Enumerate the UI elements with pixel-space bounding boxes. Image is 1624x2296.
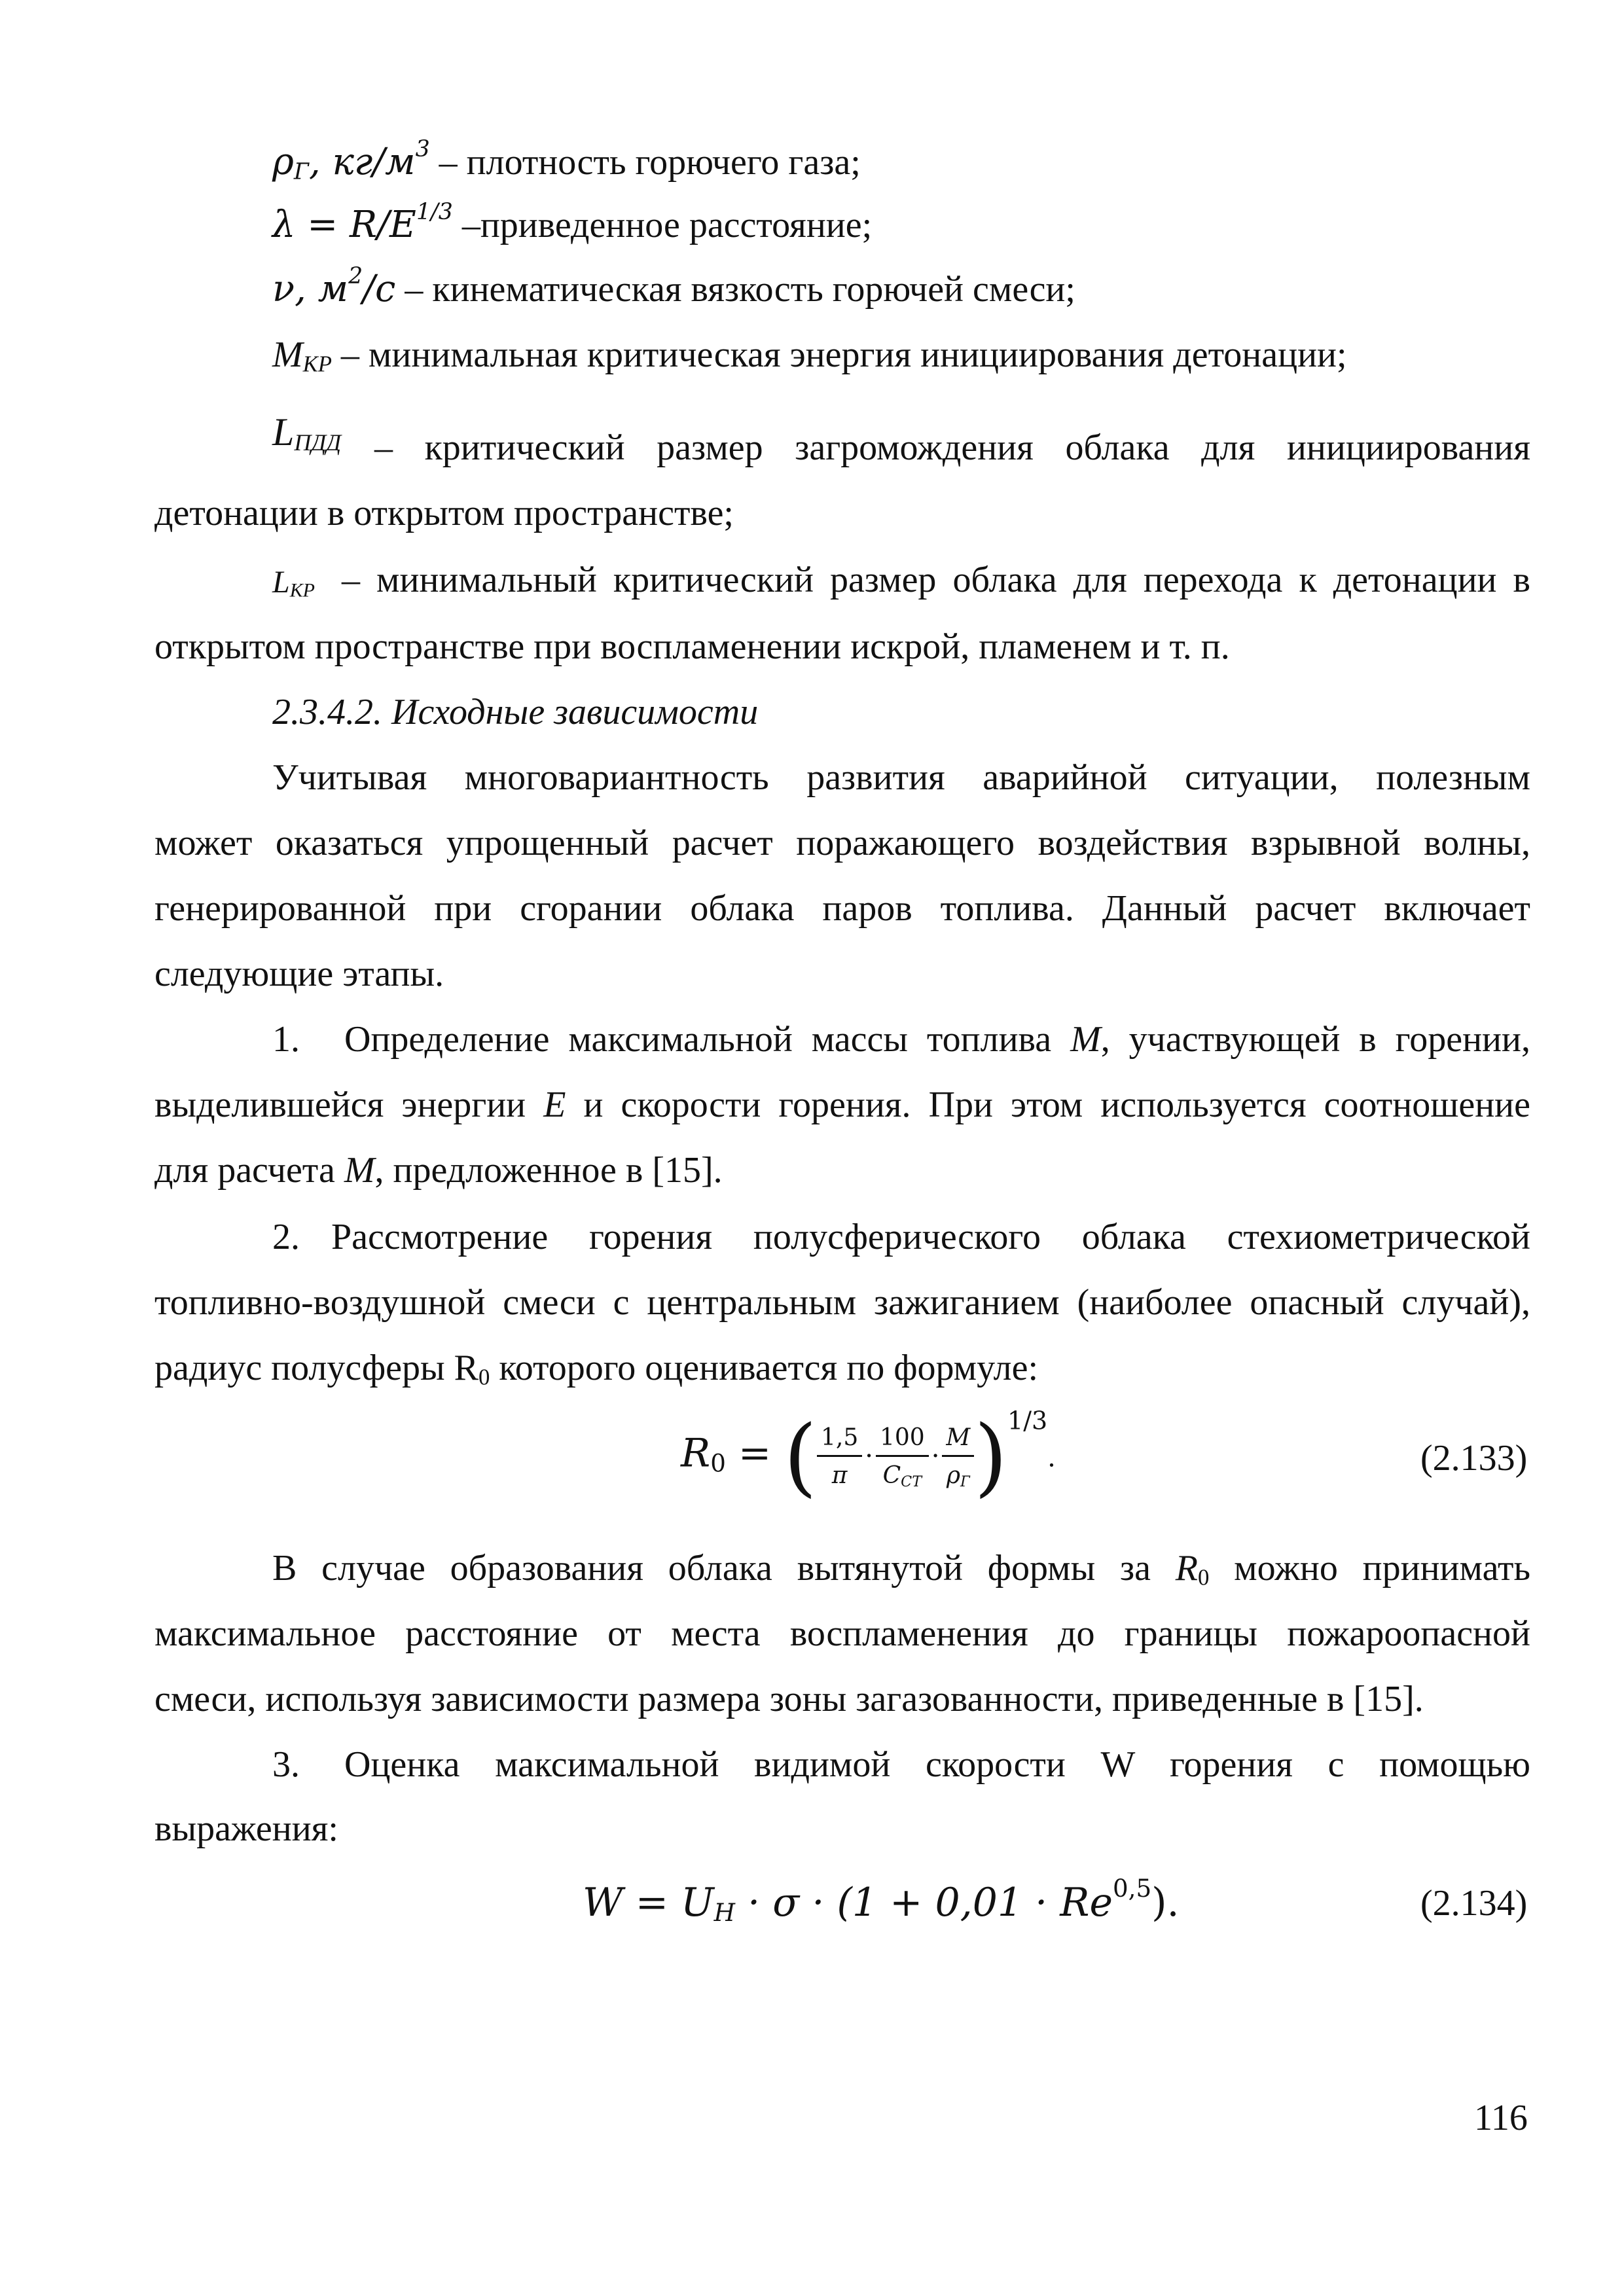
formula133-f2-den: C [882, 1462, 901, 1489]
formula133-power: 1/3 [1007, 1406, 1048, 1435]
formula134-lhs-sub: H [713, 1898, 736, 1928]
item1-line1-m: M [1070, 1019, 1101, 1060]
rho-unit-sup: 3 [415, 135, 430, 162]
lambda-text: –приведенное расстояние; [452, 205, 873, 245]
lambda-sup: 1/3 [416, 198, 453, 225]
lpdd-text-line2: детонации в открытом пространстве; [154, 493, 734, 533]
formula134-lhs: W = U [583, 1880, 714, 1926]
paragraph1-line3: генерированной при сгорании облака паров топлива. Данный расчет включает [154, 888, 1530, 929]
item2-line3-a: радиус полусферы R [154, 1348, 479, 1388]
item1-line2-b: и скорости горения. При этом используется соотношение [566, 1085, 1530, 1125]
paragraph2-line1-sub: 0 [1198, 1564, 1210, 1590]
lkr-text-line2: открытом пространстве при воспламенении искрой, пламенем и т. п. [154, 626, 1230, 667]
lpdd-symbol-block [272, 410, 342, 456]
lpdd-text-line1: – критический размер загромождения облака для инициирования [374, 427, 1530, 468]
formula-2-133 [681, 1406, 1056, 1506]
item1-line1-b: , участвующей в горении, [1100, 1019, 1530, 1060]
lkr-symbol-block [272, 565, 315, 601]
formula133-lhs-sub: 0 [710, 1448, 726, 1478]
item1-line3-m: M [344, 1150, 375, 1191]
formula133-fraction-3 [942, 1423, 974, 1490]
rho-unit: , кг/м [308, 141, 416, 183]
paragraph1-line2: может оказаться упрощенный расчет поражающего воздействия взрывной волны, [154, 823, 1530, 863]
lkr-text-line1: – минимальный критический размер облака для перехода к детонации в [342, 560, 1530, 600]
item1-line3 [154, 1152, 723, 1189]
paragraph2-line1-r: R [1175, 1548, 1198, 1588]
rho-symbol: ρ [272, 141, 294, 183]
nu-text: – кинематическая вязкость горючей смеси; [395, 269, 1075, 310]
formula133-f3-den: ρ [946, 1462, 961, 1489]
formula133-f1-den: π [831, 1462, 848, 1489]
formula133-f2-den-sub: CT [901, 1473, 922, 1490]
mkr-sub: КР [302, 351, 332, 377]
formula133-f3-den-sub: Г [960, 1473, 970, 1490]
item1-line3-b: , предложенное в [15]. [374, 1150, 723, 1191]
formula133-dot-2: · [931, 1441, 940, 1471]
item1-line1-a: Определение максимальной массы топлива [344, 1019, 1071, 1060]
paragraph2-line3: смеси, используя зависимости размера зоны загазованности, приведенные в [15]. [154, 1679, 1424, 1719]
formula-2-134 [583, 1873, 1180, 1928]
formula133-tail: . [1047, 1443, 1056, 1473]
item1-line2-a: выделившейся энергии [154, 1085, 544, 1125]
formula133-eq: = [725, 1430, 784, 1477]
formula133-fraction-2 [876, 1423, 929, 1490]
item1-line1 [344, 1021, 1530, 1058]
nu-sup: 2 [348, 262, 363, 289]
section-heading: 2.3.4.2. Исходные зависимости [272, 692, 759, 732]
item2-line2: топливно-воздушной смеси с центральным зажиганием (наиболее опасный случай), [154, 1282, 1530, 1323]
lkr-symbol: L [272, 565, 290, 600]
rho-text: – плотность горючего газа; [429, 142, 861, 183]
lkr-sub: КР [289, 579, 315, 601]
formula133-f3-num: M [942, 1423, 974, 1457]
nu-symbol: ν, м [272, 268, 349, 310]
formula133-lhs: R [681, 1430, 711, 1477]
paragraph2-line1 [272, 1548, 1530, 1590]
paragraph2-line1-a: В случае образования облака вытянутой формы за [272, 1548, 1176, 1588]
lambda-lhs: λ = R/E [272, 204, 416, 246]
item3-number: 3. [272, 1744, 300, 1785]
definition-lambda [272, 198, 873, 246]
formula133-dot-1: · [865, 1441, 873, 1471]
paragraph1-line4: следующие этапы. [154, 954, 444, 994]
formula133-fraction-1 [817, 1423, 862, 1490]
paragraph2-line1-b: можно принимать [1209, 1548, 1530, 1588]
rho-sub: Г [293, 158, 309, 185]
formula134-tail: ). [1151, 1880, 1180, 1926]
nu-unit: /с [363, 268, 396, 310]
item2-line3-sub: 0 [478, 1364, 490, 1390]
mkr-text: – минимальная критическая энергия инициирования детонации; [331, 334, 1347, 375]
formula133-left-paren: ( [784, 1407, 817, 1506]
item1-number: 1. [272, 1019, 300, 1060]
item2-line1: Рассмотрение горения полусферического облака стехиометрической [331, 1217, 1530, 1257]
formula133-right-paren: ) [974, 1407, 1008, 1506]
item2-line3-b: которого оценивается по формуле: [490, 1348, 1038, 1388]
paragraph1-line1: Учитывая многовариантность развития аварийной ситуации, полезным [272, 757, 1530, 798]
item2-line3 [154, 1348, 1038, 1390]
paragraph2-line2: максимальное расстояние от места воспламенения до границы пожароопасной [154, 1613, 1530, 1654]
lpdd-sub: ПДД [294, 429, 342, 456]
definition-rho [272, 135, 861, 185]
formula134-mid: · σ · (1 + 0,01 · Re [735, 1880, 1113, 1926]
item1-line2-e: E [543, 1085, 566, 1125]
item1-line3-a: для расчета [154, 1150, 344, 1191]
item3-line2: выражения: [154, 1808, 338, 1849]
item1-line2 [154, 1086, 1530, 1123]
formula133-f2-num: 100 [876, 1423, 929, 1457]
mkr-symbol: M [272, 334, 303, 375]
definition-mkr [272, 334, 1347, 377]
definition-nu [272, 262, 1075, 310]
lpdd-symbol: L [272, 410, 295, 454]
equation-number-2-134: (2.134) [1420, 1883, 1528, 1924]
equation-number-2-133: (2.133) [1420, 1438, 1528, 1479]
item2-number: 2. [272, 1217, 300, 1257]
item3-line1: Оценка максимальной видимой скорости W горения с помощью [344, 1744, 1530, 1785]
formula133-f1-num: 1,5 [817, 1423, 862, 1457]
formula134-sup: 0,5 [1112, 1873, 1152, 1903]
page-number: 116 [1474, 2098, 1528, 2138]
